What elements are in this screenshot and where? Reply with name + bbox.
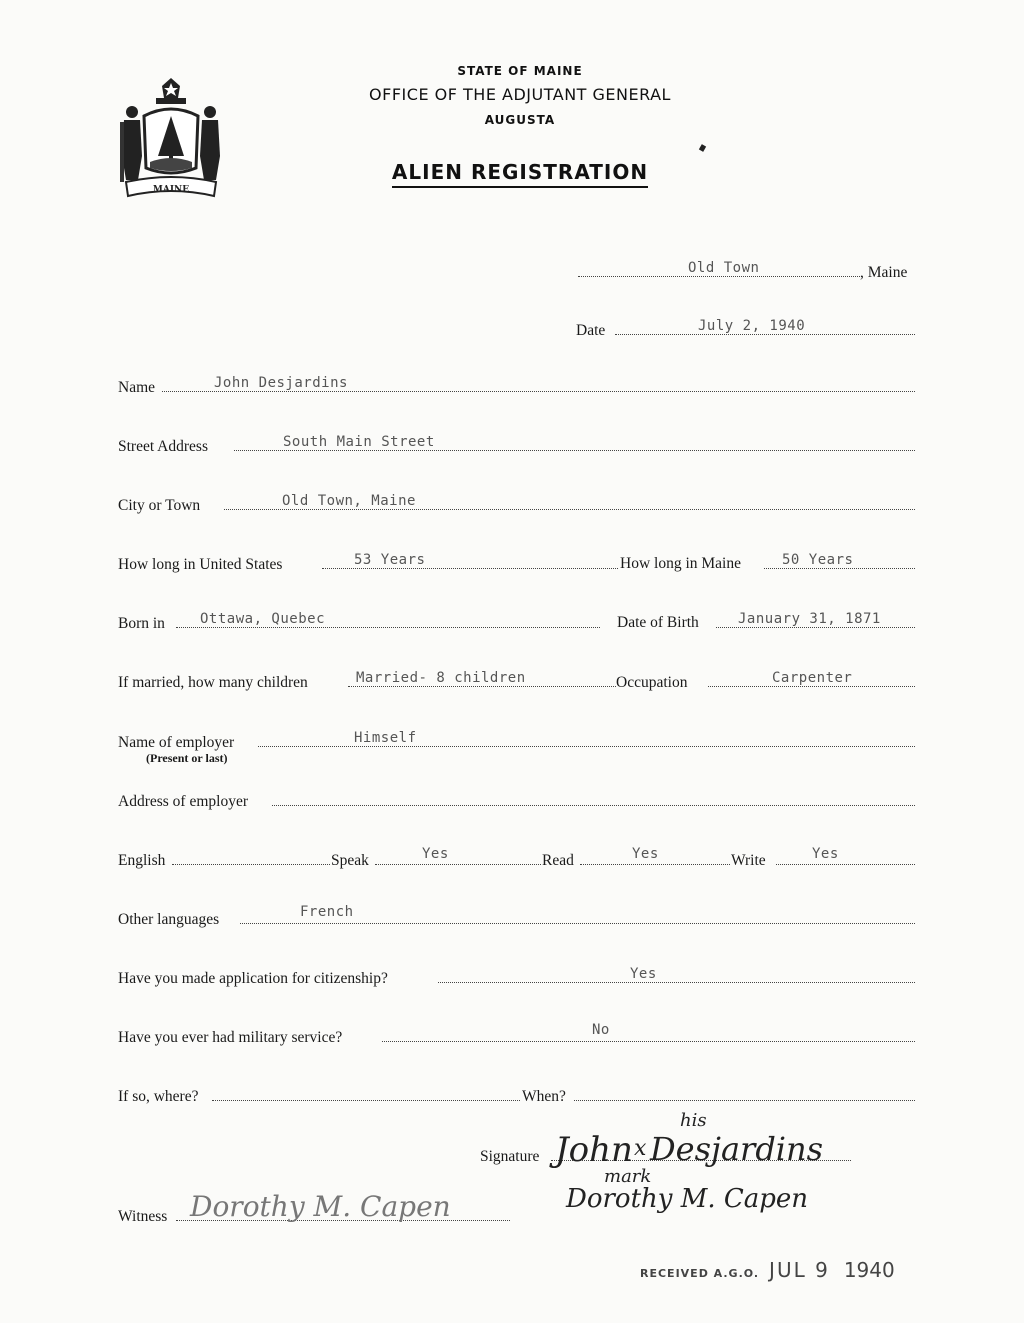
read-line (580, 864, 730, 865)
place-value: Old Town (688, 260, 760, 276)
speak-line (375, 864, 541, 865)
employer-value: Himself (354, 730, 417, 746)
us-years-value: 53 Years (354, 552, 426, 568)
received-stamp-date: JUL 9 (769, 1258, 830, 1282)
where-line (212, 1100, 520, 1101)
state-heading: STATE OF MAINE (457, 64, 583, 78)
born-label: Born in (118, 615, 165, 632)
employer-line (258, 746, 915, 747)
date-value: July 2, 1940 (698, 318, 806, 334)
military-label: Have you ever had military service? (118, 1029, 343, 1046)
dob-line (716, 627, 915, 628)
speak-value: Yes (422, 846, 449, 862)
children-value: Married- 8 children (356, 670, 526, 686)
occupation-value: Carpenter (772, 670, 853, 686)
citizenship-value: Yes (630, 966, 657, 982)
read-label: Read (542, 852, 574, 869)
svg-text:MAINE: MAINE (152, 185, 190, 195)
when-label: When? (522, 1088, 566, 1105)
signature-mark: mark (604, 1166, 652, 1187)
form-title: ALIEN REGISTRATION (8, 160, 1024, 184)
name-label: Name (118, 379, 156, 396)
place-line (578, 276, 860, 277)
signature-x: x (634, 1136, 647, 1161)
witness-label: Witness (118, 1208, 168, 1225)
children-line (348, 686, 616, 687)
read-value: Yes (632, 846, 659, 862)
us-years-label: How long in United States (118, 556, 283, 573)
signature-last-name: Desjardins (650, 1130, 824, 1168)
when-line (574, 1100, 915, 1101)
military-value: No (592, 1022, 610, 1038)
signature-label: Signature (480, 1148, 540, 1165)
occupation-line (708, 686, 915, 687)
witness-value: Dorothy M. Capen (190, 1190, 451, 1223)
write-label: Write (731, 852, 766, 869)
street-value: South Main Street (283, 434, 435, 450)
date-line (615, 334, 915, 335)
speak-label: Speak (331, 852, 369, 869)
ink-mark (699, 144, 706, 152)
city-value: Old Town, Maine (282, 493, 416, 509)
maine-years-value: 50 Years (782, 552, 854, 568)
employer-address-label: Address of employer (118, 793, 248, 810)
street-line (234, 450, 915, 451)
employer-address-line (272, 805, 915, 806)
born-line (176, 627, 600, 628)
name-line (162, 391, 915, 392)
name-value: John Desjardins (214, 375, 348, 391)
write-value: Yes (812, 846, 839, 862)
maine-years-label: How long in Maine (620, 555, 741, 572)
where-label: If so, where? (118, 1088, 199, 1105)
dob-label: Date of Birth (617, 614, 699, 631)
signature-first-name: John (555, 1130, 633, 1170)
other-languages-label: Other languages (118, 911, 220, 928)
place-suffix: , Maine (860, 264, 908, 281)
office-heading: OFFICE OF THE ADJUTANT GENERAL (369, 85, 671, 104)
employer-label: Name of employer (118, 734, 235, 751)
signature-his: his (680, 1110, 707, 1131)
english-label: English (118, 852, 166, 869)
citizenship-label: Have you made application for citizenship? (118, 970, 388, 987)
witness-handwriting-under-signature: Dorothy M. Capen (566, 1184, 809, 1214)
us-years-line (322, 568, 618, 569)
city-line (224, 509, 915, 510)
date-label: Date (576, 322, 606, 339)
received-stamp-year: 1940 (843, 1258, 895, 1282)
write-line (776, 864, 915, 865)
maine-years-line (764, 568, 915, 569)
dob-value: January 31, 1871 (738, 611, 881, 627)
citizenship-line (438, 982, 915, 983)
city-label: City or Town (118, 497, 201, 514)
street-label: Street Address (118, 438, 208, 455)
occupation-label: Occupation (616, 674, 688, 691)
city-heading: AUGUSTA (484, 113, 556, 127)
received-stamp-text: RECEIVED A.G.O. (640, 1267, 760, 1280)
received-stamp (640, 1258, 895, 1282)
born-value: Ottawa, Quebec (200, 611, 326, 627)
other-languages-value: French (300, 904, 354, 920)
other-languages-line (240, 923, 915, 924)
english-line (172, 864, 330, 865)
employer-sublabel: (Present or last) (146, 751, 228, 765)
military-line (382, 1041, 915, 1042)
children-label: If married, how many children (118, 674, 308, 691)
